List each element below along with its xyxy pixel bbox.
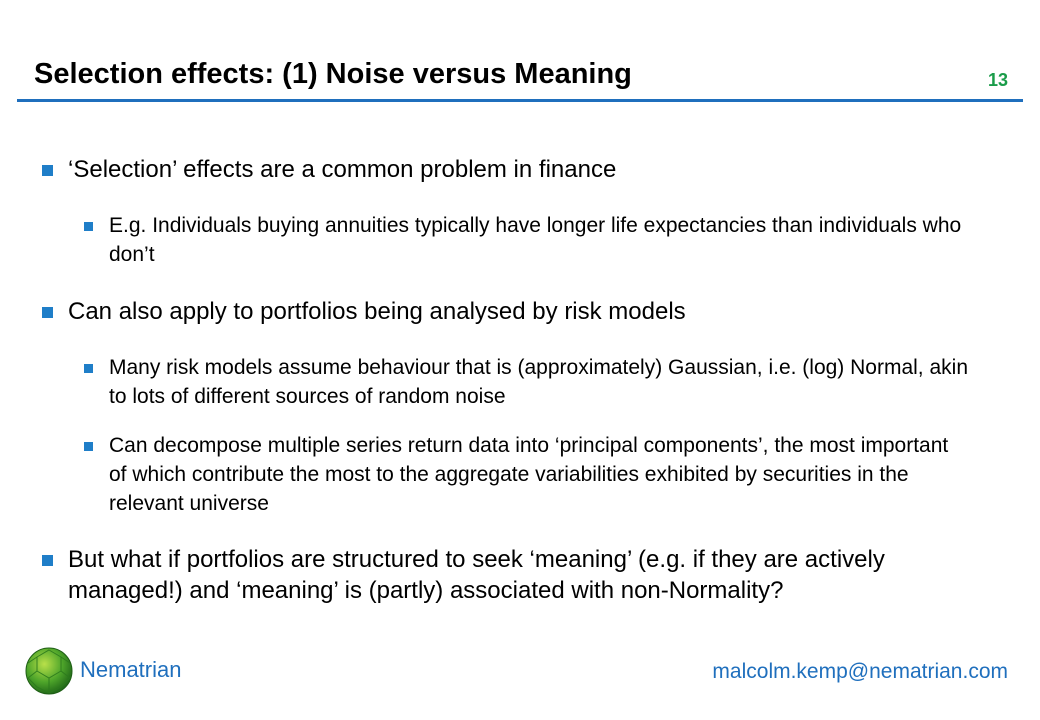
bullet-item: Can also apply to portfolios being analysed by risk models [68, 298, 686, 325]
slide-title: Selection effects: (1) Noise versus Meaning [34, 58, 632, 90]
contact-email[interactable]: malcolm.kemp@nematrian.com [712, 660, 1008, 683]
green-geodesic-sphere-icon [23, 645, 75, 697]
title-divider [17, 99, 1023, 102]
page-number: 13 [987, 70, 1008, 90]
square-bullet-icon [42, 165, 53, 176]
sub-bullet-item: E.g. Individuals buying annuities typically have longer life expectancies than individuals who don’t [109, 214, 962, 266]
square-bullet-icon [42, 307, 53, 318]
brand-name: Nematrian [80, 657, 182, 682]
square-bullet-icon [42, 555, 53, 566]
sub-bullet-item: Many risk models assume behaviour that is (approximately) Gaussian, i.e. (log) Normal, akin to lots of different sources of random noise [109, 356, 969, 408]
bullet-item: ‘Selection’ effects are a common problem in finance [68, 156, 617, 183]
square-bullet-icon [84, 364, 93, 373]
sub-bullet-item: Can decompose multiple series return data into ‘principal components’, the most important of which contribute the most to the aggregate variabilities exhibited by securities in the relevant universe [109, 434, 949, 515]
square-bullet-icon [84, 222, 93, 231]
square-bullet-icon [84, 442, 93, 451]
bullet-item: But what if portfolios are structured to seek ‘meaning’ (e.g. if they are actively managed!) and ‘meaning’ is (partly) associated with non-Normality? [68, 546, 885, 604]
